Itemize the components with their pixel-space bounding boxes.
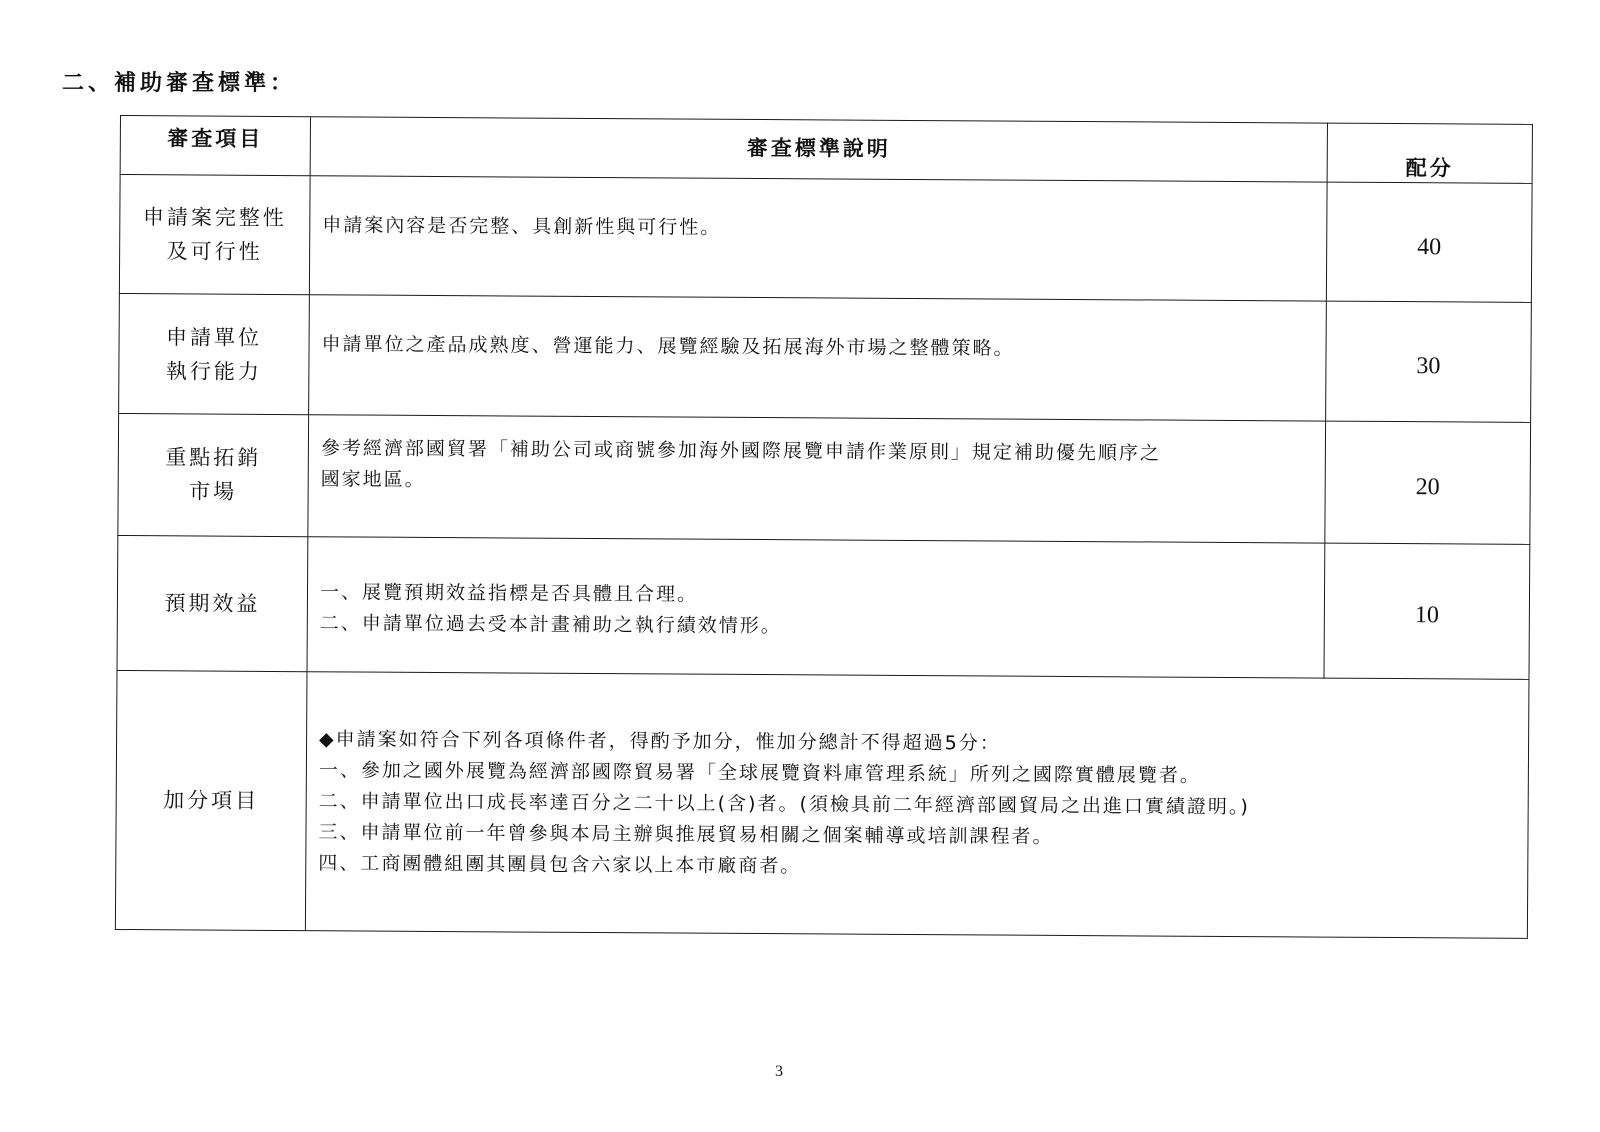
page-number: 3: [775, 1063, 783, 1080]
bonus-row: [115, 671, 1529, 939]
review-description-cell: [307, 536, 1325, 678]
bonus-description-cell: [305, 672, 1529, 939]
bonus-line: 一、參加之國外展覽為經濟部國際貿易署「全球展覽資料庫管理系統」所列之國際實體展覽者。: [318, 759, 1201, 787]
table-header-row: [120, 116, 1532, 184]
review-item-line: 市場: [189, 479, 238, 505]
section-heading: 二、補助審查標準：: [62, 71, 297, 96]
review-item-cell: [119, 175, 310, 295]
description-line: 申請案內容是否完整、具創新性與可行性。: [322, 214, 722, 239]
review-item-line: 及可行性: [166, 239, 263, 264]
table-row: [117, 535, 1530, 679]
description-line: 申請單位之產品成熟度、營運能力、展覽經驗及拓展海外市場之整體策略。: [321, 333, 1015, 360]
score-cell: 10: [1324, 543, 1530, 680]
review-item-line: 申請單位: [166, 325, 263, 350]
review-item-cell: [118, 414, 309, 536]
review-item-line: 重點拓銷: [165, 445, 262, 471]
header-score: 配分: [1327, 123, 1532, 183]
review-item-cell: [119, 294, 310, 415]
table-row: [119, 294, 1532, 423]
review-description-cell: [309, 176, 1327, 302]
bonus-line: 三、申請單位前一年曾參與本局主辦與推展貿易相關之個案輔導或培訓課程者。: [318, 821, 1054, 848]
score-cell: 30: [1326, 301, 1532, 422]
header-review-description: 審查標準說明: [310, 117, 1327, 182]
bonus-line: 四、工商團體組團其團員包含六家以上本市廠商者。: [318, 852, 802, 878]
table-row: [119, 175, 1532, 303]
bonus-item-cell: 加分項目: [115, 671, 307, 931]
description-line: 一、展覽預期效益指標是否具體且合理。: [319, 580, 699, 606]
table-row: [118, 414, 1531, 544]
review-description-cell: [309, 295, 1327, 422]
description-line: 參考經濟部國貿署「補助公司或商號參加海外國際展覽申請作業原則」規定補助優先順序之: [320, 437, 1161, 465]
review-item-line: 申請案完整性: [142, 205, 287, 231]
description-line: 國家地區。: [320, 468, 426, 492]
score-cell: 20: [1325, 421, 1531, 543]
bonus-line: 二、申請單位出口成長率達百分之二十以上(含)者。(須檢具前二年經濟部國貿局之出進口實績證明。): [318, 790, 1250, 819]
bonus-line: ◆申請案如符合下列各項條件者，得酌予加分，惟加分總計不得超過5分：: [319, 728, 1001, 755]
review-item-line: 執行能力: [165, 359, 262, 384]
review-item-line: 預期效益: [164, 591, 261, 616]
review-item-cell: [117, 535, 308, 672]
score-cell: 40: [1326, 182, 1532, 302]
description-line: 二、申請單位過去受本計畫補助之執行績效情形。: [319, 611, 782, 637]
review-criteria-table: [115, 115, 1533, 939]
review-description-cell: [308, 415, 1326, 543]
header-review-item: 審查項目: [120, 116, 310, 176]
